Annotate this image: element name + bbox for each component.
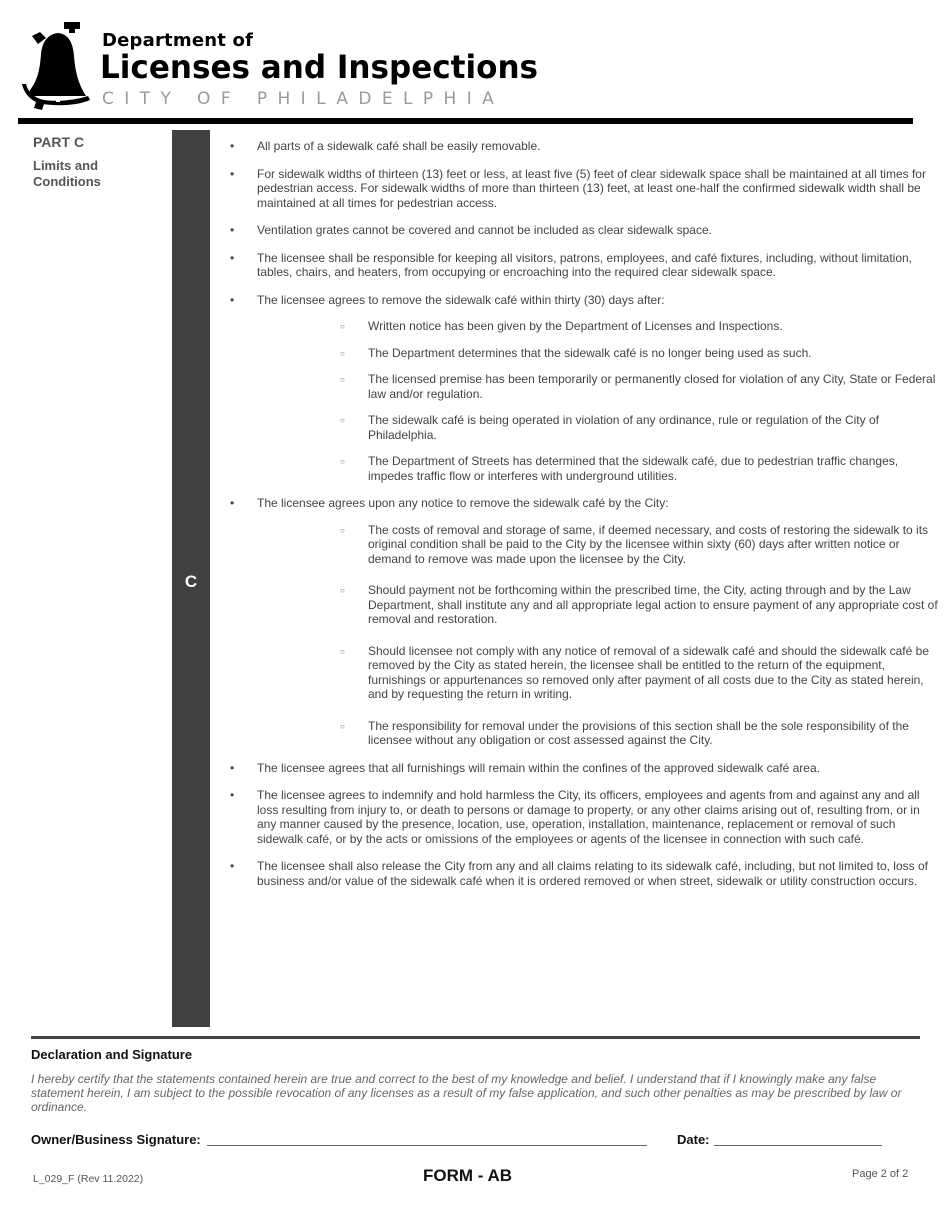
condition-item bbox=[230, 788, 938, 846]
date-field[interactable] bbox=[714, 1145, 882, 1146]
removal-triggers-list bbox=[340, 319, 938, 483]
form-name: FORM - AB bbox=[423, 1166, 513, 1185]
conditions-list bbox=[230, 139, 938, 901]
sub-condition-item: ○ The costs of removal and storage of same, if deemed necessary, and costs of restoring the sidewalk to its original condition shall be paid to the City by the licensee within sixty (60) days after written notice or demand to remove was made upon the licensee by the City. bbox=[340, 523, 938, 567]
condition-item bbox=[230, 139, 938, 154]
agency-name: Licenses and Inspections bbox=[100, 48, 539, 86]
condition-text: • The licensee agrees to indemnify and hold harmless the City, its officers, employees and agents from and against any and all loss resulting from injury to, or death to persons or damage to property, or any other claims arising out of, resulting from, or in any manner caused by the presence, location, use, operation, installation, maintenance, replacement or removal of such sidewalk café, or by the acts or omissions of the employees or agents of the licensee in connection with such café. bbox=[257, 788, 920, 846]
condition-text: • The licensee agrees upon any notice to remove the sidewalk café by the City: bbox=[257, 496, 669, 510]
part-subtitle: Limits and Conditions bbox=[33, 158, 101, 189]
condition-item bbox=[230, 223, 938, 238]
sub-condition-item: ○ The responsibility for removal under the provisions of this section shall be the sole responsibility of the licensee without any obligation or cost assessed against the City. bbox=[340, 719, 938, 748]
sub-condition-item: ○ The sidewalk café is being operated in violation of any ordinance, rule or regulation of the City of Philadelphia. bbox=[340, 413, 938, 442]
form-code: L_029_F (Rev 11.2022) bbox=[33, 1173, 144, 1185]
part-title: PART C bbox=[33, 134, 85, 150]
department-label: Department of bbox=[102, 30, 254, 51]
condition-text: • The licensee agrees that all furnishings will remain within the confines of the approved sidewalk café area. bbox=[257, 760, 820, 775]
date-label: Date: bbox=[677, 1132, 710, 1147]
header-divider bbox=[18, 118, 913, 124]
sub-condition-item: ○ Should payment not be forthcoming within the prescribed time, the City, acting through and by the Law Department, shall institute any and all appropriate legal action to ensure payment of any appropriate cost of removal and restoration. bbox=[340, 583, 938, 627]
condition-text: • All parts of a sidewalk café shall be easily removable. bbox=[257, 139, 541, 153]
sub-condition-item: ○ The licensed premise has been temporarily or permanently closed for violation of any City, State or Federal law and/or regulation. bbox=[340, 372, 938, 401]
sub-condition-item: ○ Written notice has been given by the Department of Licenses and Inspections. bbox=[340, 319, 938, 334]
sub-condition-item: ○ The Department determines that the sidewalk café is no longer being used as such. bbox=[340, 346, 938, 361]
condition-text: • The licensee shall also release the City from any and all claims relating to its sidewalk café, including, but not limited to, loss of business and/or value of the sidewalk café when it is ordered removed or when street, sidewalk or utility construction occurs. bbox=[257, 859, 928, 888]
condition-item bbox=[230, 761, 938, 776]
condition-text: • The licensee shall be responsible for keeping all visitors, patrons, employees, and café fixtures, including, without limitation, tables, chairs, and heaters, from occupying or encroaching into the required clear sidewalk space. bbox=[257, 250, 913, 279]
section-band-letter: C bbox=[184, 572, 198, 591]
sub-condition-item: ○ Should licensee not comply with any notice of removal of a sidewalk café and should the sidewalk café be removed by the City as stated herein, the licensee shall be entitled to the return of the equipment, furnishings or appurtenances so removed only after payment of all costs due to the City as stated herein, and by requesting the return in writing. bbox=[340, 644, 938, 702]
city-name: CITY OF PHILADELPHIA bbox=[102, 89, 505, 109]
declaration-divider bbox=[31, 1036, 920, 1039]
condition-text: • The licensee agrees to remove the sidewalk café within thirty (30) days after: bbox=[257, 292, 665, 307]
signature-field[interactable] bbox=[207, 1145, 647, 1146]
declaration-text: I hereby certify that the statements contained herein are true and correct to the best of my knowledge and belief. I understand that if I knowingly make any false statement herein, I am subject to the possible revocation of any licenses as a result of my false application, and such other penalties as may be prescribed by law or ordinance. bbox=[31, 1072, 902, 1114]
condition-item bbox=[230, 251, 938, 280]
condition-text: • For sidewalk widths of thirteen (13) feet or less, at least five (5) feet of clear sidewalk space shall be maintained at all times for pedestrian access. For sidewalk widths of more than thirteen (13) feet, at least one-half the confirmed sidewalk width shall be maintained at all times for pedestrian access. bbox=[257, 166, 926, 210]
section-band bbox=[172, 130, 210, 1027]
signature-label: Owner/Business Signature: bbox=[31, 1132, 201, 1147]
page-number: Page 2 of 2 bbox=[852, 1168, 909, 1180]
condition-item bbox=[230, 167, 938, 211]
condition-text: • Ventilation grates cannot be covered and cannot be included as clear sidewalk space. bbox=[257, 223, 712, 237]
declaration-title: Declaration and Signature bbox=[31, 1047, 193, 1062]
removal-notice-list bbox=[340, 523, 938, 748]
condition-item bbox=[230, 293, 938, 484]
sub-condition-item: ○ The Department of Streets has determined that the sidewalk café, due to pedestrian traffic changes, impedes traffic flow or interferes with underground utilities. bbox=[340, 454, 938, 483]
condition-item bbox=[230, 859, 938, 888]
condition-item bbox=[230, 496, 938, 748]
liberty-bell-logo-icon bbox=[18, 20, 98, 110]
